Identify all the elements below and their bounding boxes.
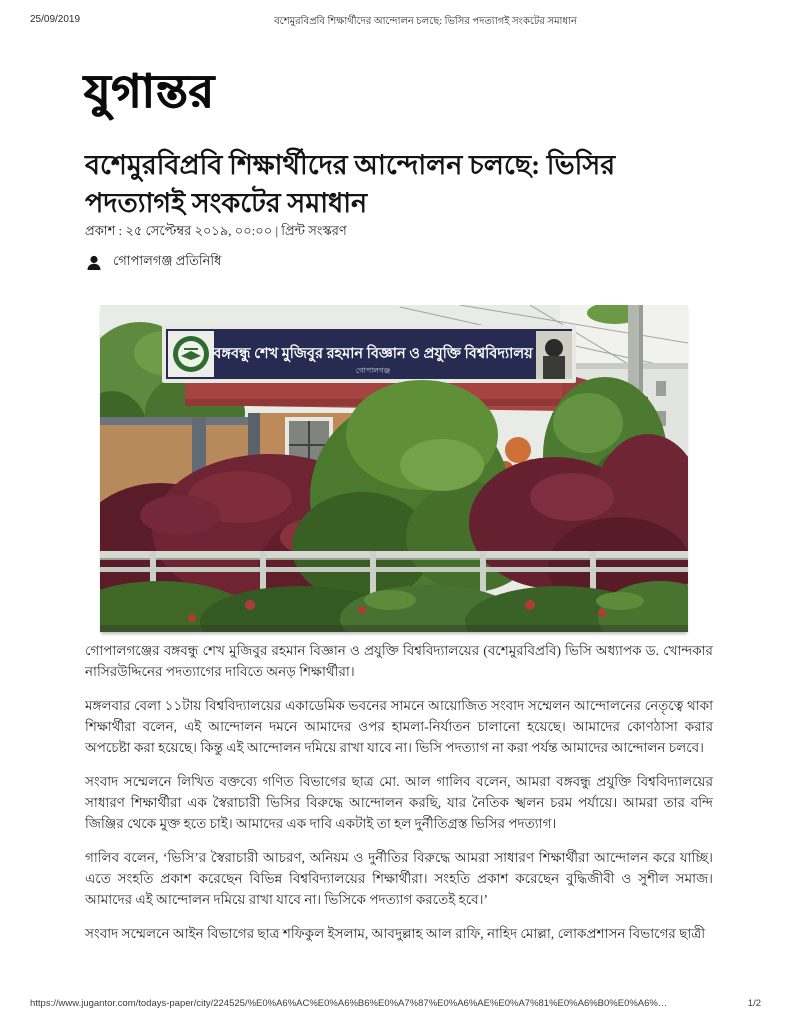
article-paragraph: গালিব বলেন, ‘ভিসি’র স্বৈরাচারী আচরণ, অনিয়ম ও দুর্নীতির বিরুদ্ধে আমরা সাধারণ শিক্ষার্থীরা আন্দোলন করে যাচ্ছি। এতে সংহতি প্রকাশ করেছেন বিভিন্ন বিশ্ববিদ্যালয়ের শিক্ষার্থীরা। সংহতি প্রকাশ করেছেন বুদ্ধিজীবী ও সুশীল সমাজ। আমাদের এই আন্দোলন দমিয়ে রাখা যাবে না। ভিসিকে পদত্যাগ করতেই হবে।’ [85,850,713,907]
sign-title: বঙ্গবন্ধু শেখ মুজিবুর রহমান বিজ্ঞান ও প্রযুক্তি বিশ্ববিদ্যালয় [213,346,533,362]
publish-meta: প্রকাশ : ২৫ সেপ্টেম্বর ২০১৯, ০০:০০ | প্রিন্ট সংস্করণ [85,223,347,238]
print-header [0,14,791,30]
print-date: 25/09/2019 [30,14,81,25]
sign-subtitle: গোপালগঞ্জ [355,366,391,375]
print-footer [0,998,791,1012]
print-footer-url: https://www.jugantor.com/todays-paper/city/224525/%E0%A6%AC%E0%A6%B6%E0%A7%87%E0%A6%AE%E0%A7%81%E0%A6%B0%E0%A6%… [30,998,668,1009]
masthead [84,66,215,118]
print-page-indicator: 1/2 [747,998,761,1009]
article-photo [100,305,688,632]
university-signboard [162,325,576,383]
article-paragraph: সংবাদ সম্মেলনে আইন বিভাগের ছাত্র শফিকুল ইসলাম, আবদুল্লাহ আল রাফি, নাহিদ মোল্লা, লোকপ্রশাসন বিভাগের ছাত্রী [85,926,706,941]
article-paragraph: সংবাদ সম্মেলনে লিখিত বক্তব্যে গণিত বিভাগের ছাত্র মো. আল গালিব বলেন, আমরা বঙ্গবন্ধু প্রযুক্তি বিশ্ববিদ্যালয়ের সাধারণ শিক্ষার্থীরা এক স্বৈরাচারী ভিসির বিরুদ্ধে আন্দোলন করছি, যার নৈতিক স্খলন চরম পর্যায়ে। আমরা তার বন্দি জিঞ্জির থেকে মুক্ত হতে চাই। আমাদের এক দাবি একটাই তা হল দুর্নীতিগ্রস্ত ভিসির পদত্যাগ। [85,774,713,831]
author-name: গোপালগঞ্জ প্রতিনিধি [113,253,222,268]
print-document-title: বশেমুরবিপ্রবি শিক্ষার্থীদের আন্দোলন চলছে: ভিসির পদত্যাগই সংকটের সমাধান [274,16,577,27]
article-body [85,640,713,957]
article-paragraph: মঙ্গলবার বেলা ১১টায় বিশ্ববিদ্যালয়ের একাডেমিক ভবনের সামনে আয়োজিত সংবাদ সম্মেলন আন্দোলনের নেতৃত্বে থাকা শিক্ষার্থীরা বলেন, এই আন্দোলন দমনে আমাদের ওপর হামলা-নির্যাতন চালানো হয়েছে। আমাদের কোণঠাসা করার অপচেষ্টা করা হয়েছে। কিন্তু এই আন্দোলন দমিয়ে রাখা যাবে না। ভিসি পদত্যাগ না করা পর্যন্ত আমাদের আন্দোলন চলবে। [85,698,713,755]
jugantor-logo: যুগান্তর [84,66,215,117]
article-headline: বশেমুরবিপ্রবি শিক্ষার্থীদের আন্দোলন চলছে: ভিসির পদত্যাগই সংকটের সমাধান [85,150,616,219]
photo-caption: গোপালগঞ্জের বঙ্গবন্ধু শেখ মুজিবুর রহমান বিজ্ঞান ও প্রযুক্তি বিশ্ববিদ্যালয়ের (বশেমুরবিপ্রবি) ভিসি অধ্যাপক ড. খোন্দকার নাসিরউদ্দিনের পদত্যাগের দাবিতে অনড় শিক্ষার্থীরা। [85,643,713,679]
person-icon [85,254,103,272]
author-row [85,252,221,273]
